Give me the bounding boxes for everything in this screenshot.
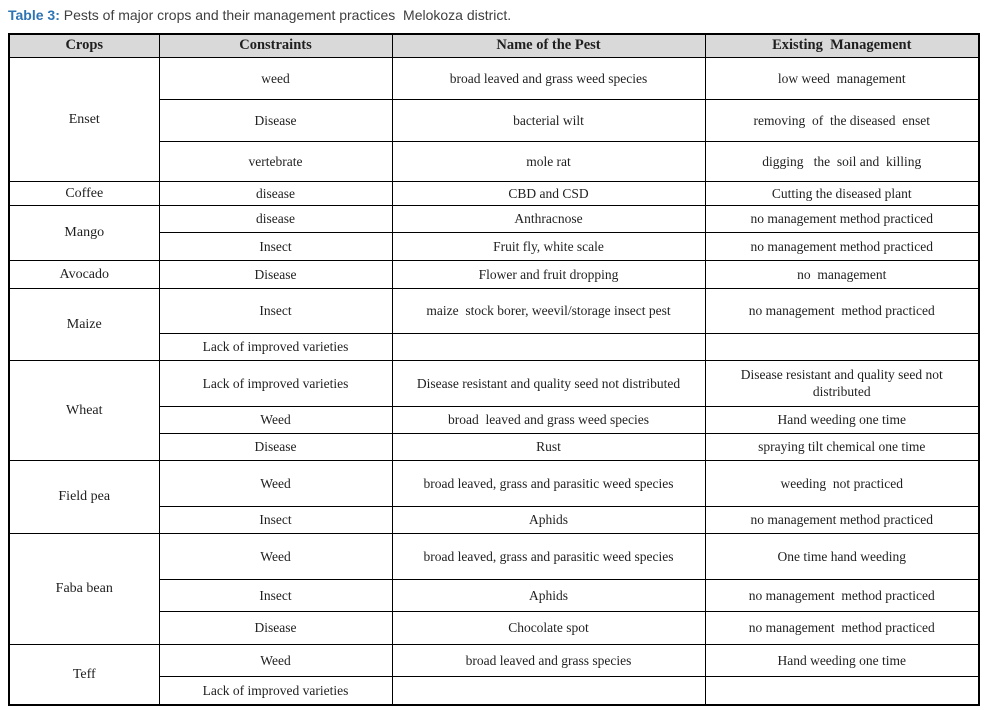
table-row (9, 460, 979, 506)
pest-cell: Anthracnose (392, 205, 705, 232)
pest-cell: broad leaved and grass weed species (392, 406, 705, 433)
pest-cell: Fruit fly, white scale (392, 232, 705, 260)
constraint-cell: Weed (159, 406, 392, 433)
table-row (9, 533, 979, 579)
crop-cell: Enset (9, 57, 159, 181)
pest-cell: Chocolate spot (392, 611, 705, 644)
management-cell (705, 676, 979, 705)
header-row (9, 34, 979, 57)
pest-cell (392, 333, 705, 360)
management-cell: no management (705, 260, 979, 288)
table-row (9, 644, 979, 676)
table-row (9, 288, 979, 333)
pest-cell: maize stock borer, weevil/storage insect pest (392, 288, 705, 333)
table-caption-label: Table 3: (8, 7, 60, 23)
management-cell: Hand weeding one time (705, 406, 979, 433)
crop-cell: Field pea (9, 460, 159, 533)
constraint-cell: Lack of improved varieties (159, 360, 392, 406)
management-cell: low weed management (705, 57, 979, 99)
pest-cell: mole rat (392, 141, 705, 181)
pest-cell: Aphids (392, 506, 705, 533)
management-cell: One time hand weeding (705, 533, 979, 579)
table-caption-text: Pests of major crops and their management practices Melokoza district. (59, 7, 512, 23)
management-cell: no management method practiced (705, 205, 979, 232)
management-cell: no management method practiced (705, 506, 979, 533)
management-cell: Hand weeding one time (705, 644, 979, 676)
management-cell: digging the soil and killing (705, 141, 979, 181)
crop-cell: Teff (9, 644, 159, 705)
management-cell: Disease resistant and quality seed not distributed (705, 360, 979, 406)
table-row (9, 360, 979, 406)
crop-cell: Maize (9, 288, 159, 360)
pest-cell: Disease resistant and quality seed not distributed (392, 360, 705, 406)
table-caption (8, 6, 978, 25)
header-cell-crops: Crops (9, 34, 159, 57)
management-cell: Cutting the diseased plant (705, 181, 979, 205)
pest-cell: broad leaved, grass and parasitic weed species (392, 460, 705, 506)
table-row (9, 181, 979, 205)
table-row (9, 205, 979, 232)
management-cell: no management method practiced (705, 232, 979, 260)
pest-cell: broad leaved and grass species (392, 644, 705, 676)
pest-cell: Rust (392, 433, 705, 460)
management-cell: spraying tilt chemical one time (705, 433, 979, 460)
constraint-cell: Weed (159, 460, 392, 506)
constraint-cell: Insect (159, 232, 392, 260)
constraint-cell: Disease (159, 433, 392, 460)
constraint-cell: Insect (159, 288, 392, 333)
crop-cell: Wheat (9, 360, 159, 460)
crop-cell: Mango (9, 205, 159, 260)
constraint-cell: Insect (159, 506, 392, 533)
constraint-cell: Lack of improved varieties (159, 333, 392, 360)
table-row (9, 260, 979, 288)
constraint-cell: disease (159, 181, 392, 205)
constraint-cell: Weed (159, 533, 392, 579)
pest-cell: broad leaved and grass weed species (392, 57, 705, 99)
crop-cell: Avocado (9, 260, 159, 288)
constraint-cell: Disease (159, 260, 392, 288)
management-cell: removing of the diseased enset (705, 99, 979, 141)
header-cell-management: Existing Management (705, 34, 979, 57)
management-cell: no management method practiced (705, 288, 979, 333)
constraint-cell: vertebrate (159, 141, 392, 181)
management-cell: weeding not practiced (705, 460, 979, 506)
header-cell-constraints: Constraints (159, 34, 392, 57)
pest-cell: Flower and fruit dropping (392, 260, 705, 288)
constraint-cell: Insect (159, 579, 392, 611)
header-cell-pest: Name of the Pest (392, 34, 705, 57)
table-header (9, 34, 979, 57)
crop-cell: Faba bean (9, 533, 159, 644)
pest-cell: Aphids (392, 579, 705, 611)
pest-cell: bacterial wilt (392, 99, 705, 141)
management-cell (705, 333, 979, 360)
pest-management-table (8, 33, 980, 706)
crop-cell: Coffee (9, 181, 159, 205)
pest-cell: CBD and CSD (392, 181, 705, 205)
table-body (9, 57, 979, 705)
constraint-cell: Weed (159, 644, 392, 676)
table-row (9, 57, 979, 99)
constraint-cell: Lack of improved varieties (159, 676, 392, 705)
management-cell: no management method practiced (705, 579, 979, 611)
constraint-cell: disease (159, 205, 392, 232)
constraint-cell: weed (159, 57, 392, 99)
pest-cell (392, 676, 705, 705)
management-cell: no management method practiced (705, 611, 979, 644)
constraint-cell: Disease (159, 99, 392, 141)
constraint-cell: Disease (159, 611, 392, 644)
pest-cell: broad leaved, grass and parasitic weed species (392, 533, 705, 579)
